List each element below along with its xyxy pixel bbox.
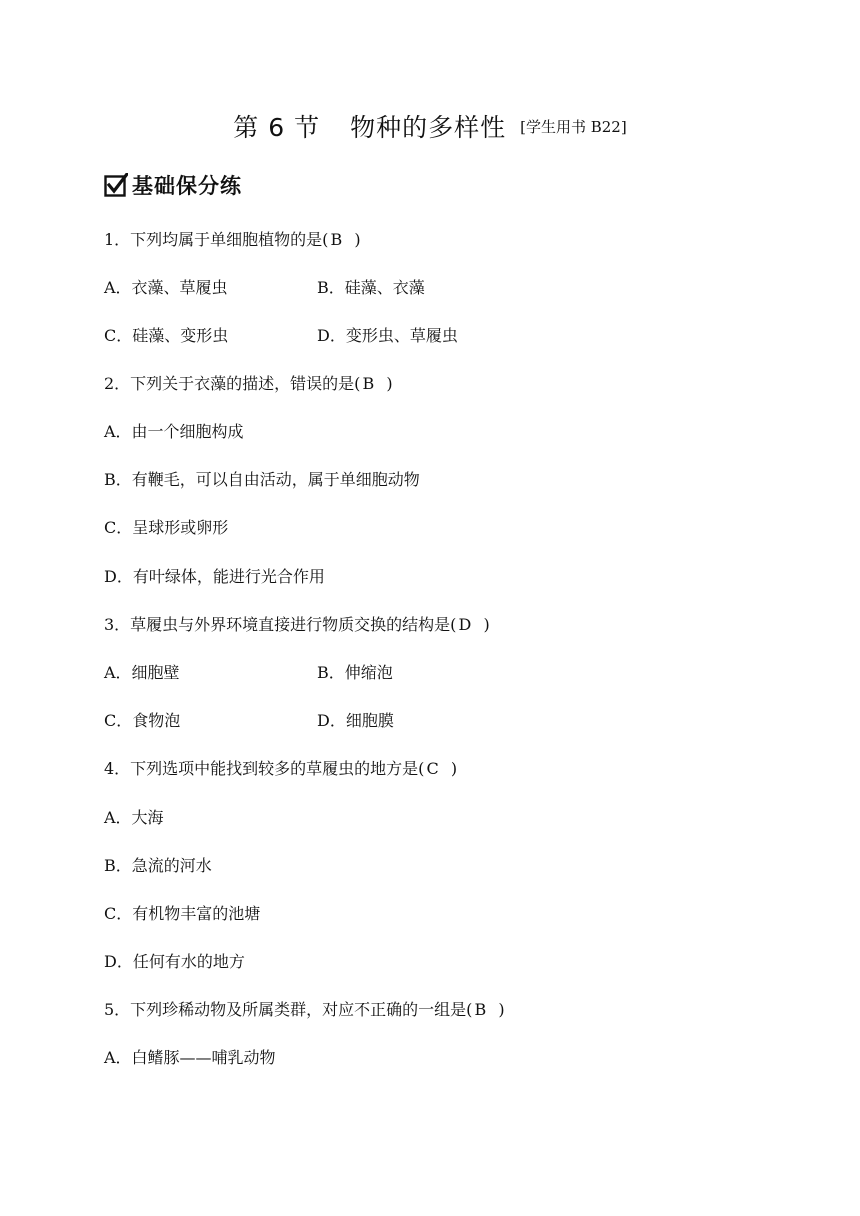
stem-text: 4．下列选项中能找到较多的草履虫的地方是( bbox=[104, 759, 425, 778]
answer-text: B bbox=[330, 230, 343, 249]
option-text: D．变形虫、草履虫 bbox=[317, 326, 458, 345]
stem-close: ) bbox=[354, 230, 361, 249]
option-row: C．呈球形或卵形 bbox=[104, 518, 229, 537]
stem-text: 2．下列关于衣藻的描述，错误的是( bbox=[104, 374, 361, 393]
option-row: D．任何有水的地方 bbox=[104, 952, 245, 971]
stem-close: ) bbox=[483, 615, 490, 634]
option-row: A．由一个细胞构成 bbox=[104, 422, 244, 441]
question-stem bbox=[104, 758, 457, 780]
option-row: B．有鞭毛，可以自由活动，属于单细胞动物 bbox=[104, 470, 420, 489]
stem-close: ) bbox=[386, 374, 393, 393]
option-row bbox=[104, 277, 425, 299]
title-lesson-number: 第 6 节 bbox=[233, 113, 321, 142]
question-stem bbox=[104, 229, 361, 251]
option-row: B．急流的河水 bbox=[104, 856, 212, 875]
answer-text: B bbox=[474, 1000, 487, 1019]
checkbox-icon bbox=[104, 173, 128, 197]
stem-text: 5．下列珍稀动物及所属类群，对应不正确的一组是( bbox=[104, 1000, 473, 1019]
option-text: A．衣藻、草履虫 bbox=[104, 278, 228, 297]
option-text: D．细胞膜 bbox=[317, 711, 394, 730]
stem-close: ) bbox=[498, 1000, 505, 1019]
title-lesson-name: 物种的多样性 bbox=[350, 113, 507, 142]
section-title: 基础保分练 bbox=[132, 174, 242, 198]
option-row bbox=[104, 325, 458, 347]
option-row bbox=[104, 662, 393, 684]
answer-text: B bbox=[362, 374, 375, 393]
option-row: D．有叶绿体，能进行光合作用 bbox=[104, 567, 325, 586]
answer-text: D bbox=[458, 615, 472, 634]
question-stem bbox=[104, 999, 505, 1021]
answer-text: C bbox=[426, 759, 439, 778]
option-text: C．硅藻、变形虫 bbox=[104, 326, 229, 345]
stem-text: 1．下列均属于单细胞植物的是( bbox=[104, 230, 329, 249]
option-text: A．细胞壁 bbox=[104, 663, 180, 682]
option-text: B．伸缩泡 bbox=[317, 663, 393, 682]
option-text: C．食物泡 bbox=[104, 711, 181, 730]
option-text: B．硅藻、衣藻 bbox=[317, 278, 425, 297]
option-row: A．大海 bbox=[104, 808, 164, 827]
stem-text: 3．草履虫与外界环境直接进行物质交换的结构是( bbox=[104, 615, 457, 634]
option-row: C．有机物丰富的池塘 bbox=[104, 904, 261, 923]
stem-close: ) bbox=[450, 759, 458, 778]
page-title bbox=[0, 108, 860, 144]
title-book-reference: [学生用书 B22] bbox=[520, 117, 627, 136]
option-row bbox=[104, 710, 394, 732]
question-stem bbox=[104, 614, 490, 636]
section-header bbox=[104, 170, 242, 200]
option-row: A．白鳍豚——哺乳动物 bbox=[104, 1048, 276, 1067]
question-stem bbox=[104, 373, 393, 395]
